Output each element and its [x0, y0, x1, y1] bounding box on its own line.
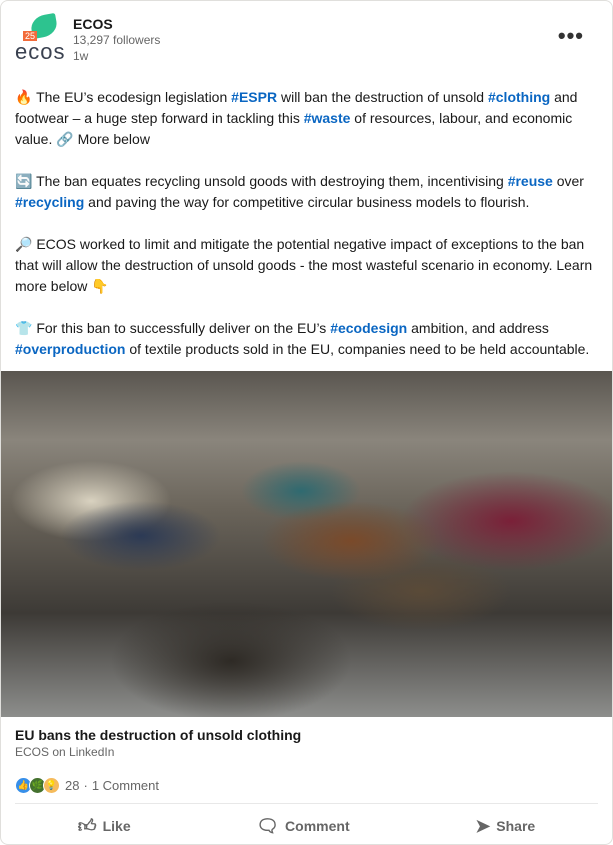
more-options-icon[interactable]: ••• — [557, 23, 584, 48]
post-paragraph — [15, 234, 605, 297]
comment-button[interactable] — [246, 813, 359, 839]
share-button[interactable] — [465, 813, 545, 839]
link-title[interactable]: EU bans the destruction of unsold clothing — [15, 727, 302, 743]
divider — [15, 803, 598, 804]
post-header — [15, 13, 160, 64]
text-segment: 👕 For this ban to successfully deliver on the EU’s — [15, 320, 331, 336]
insightful-reaction-icon: 💡 — [43, 777, 60, 794]
text-segment: and footwear – a huge step forward in tackling this — [15, 89, 578, 126]
follower-count: 13,297 followers — [73, 33, 161, 47]
support-reaction-icon: 🌿 — [29, 777, 46, 794]
separator: · — [83, 778, 88, 793]
text-segment: will ban the destruction of unsold — [277, 89, 488, 105]
hashtag-link[interactable]: #clothing — [487, 89, 551, 105]
hashtag-link[interactable]: #reuse — [507, 173, 553, 189]
post-time: 1w — [73, 49, 89, 63]
thumbs-up-icon: 👍︎ — [77, 816, 97, 836]
hashtag-link[interactable]: #recycling — [15, 194, 85, 210]
reaction-count[interactable]: 28 — [65, 778, 80, 793]
text-segment: over — [552, 173, 584, 189]
text-segment: and paving the way for competitive circular business models to flourish. — [84, 194, 530, 210]
text-segment: 🔎 ECOS worked to limit and mitigate the potential negative impact of exceptions to the ban that will allow the destruction of unsold goods - the most wasteful scenario in economy. Learn more below 👇 — [15, 236, 593, 294]
hashtag-link[interactable]: #waste — [303, 110, 351, 126]
logo-badge: 25 — [25, 31, 36, 41]
like-label: Like — [102, 818, 131, 834]
post-image[interactable] — [1, 371, 613, 717]
like-button[interactable] — [68, 813, 141, 839]
company-logo[interactable] — [15, 13, 66, 64]
social-counts[interactable] — [15, 777, 159, 794]
text-segment: of textile products sold in the EU, companies need to be held accountable. — [125, 341, 590, 357]
link-source: ECOS on LinkedIn — [15, 745, 115, 759]
comment-icon: 🗨︎ — [256, 815, 280, 836]
text-segment: of resources, labour, and economic value. 🔗 More below — [15, 110, 573, 147]
author-name[interactable]: ECOS — [73, 16, 113, 32]
post-text — [15, 87, 605, 381]
comment-label: Comment — [285, 818, 350, 834]
comment-count[interactable]: 1 Comment — [91, 778, 160, 793]
action-bar — [15, 813, 598, 839]
text-segment: 🔥 The EU’s ecodesign legislation — [15, 89, 232, 105]
post-paragraph — [15, 171, 605, 213]
hashtag-link[interactable]: #ESPR — [231, 89, 278, 105]
hashtag-link[interactable]: #ecodesign — [330, 320, 408, 336]
logo-text: ecos — [15, 39, 66, 64]
text-segment: ambition, and address — [407, 320, 549, 336]
like-reaction-icon: 👍 — [15, 777, 32, 794]
text-segment: 🔄 The ban equates recycling unsold goods with destroying them, incentivising — [15, 173, 508, 189]
send-icon: ➤ — [475, 815, 491, 836]
post-paragraph — [15, 318, 605, 360]
post-paragraph — [15, 87, 605, 150]
hashtag-link[interactable]: #overproduction — [15, 341, 126, 357]
share-label: Share — [496, 818, 536, 834]
